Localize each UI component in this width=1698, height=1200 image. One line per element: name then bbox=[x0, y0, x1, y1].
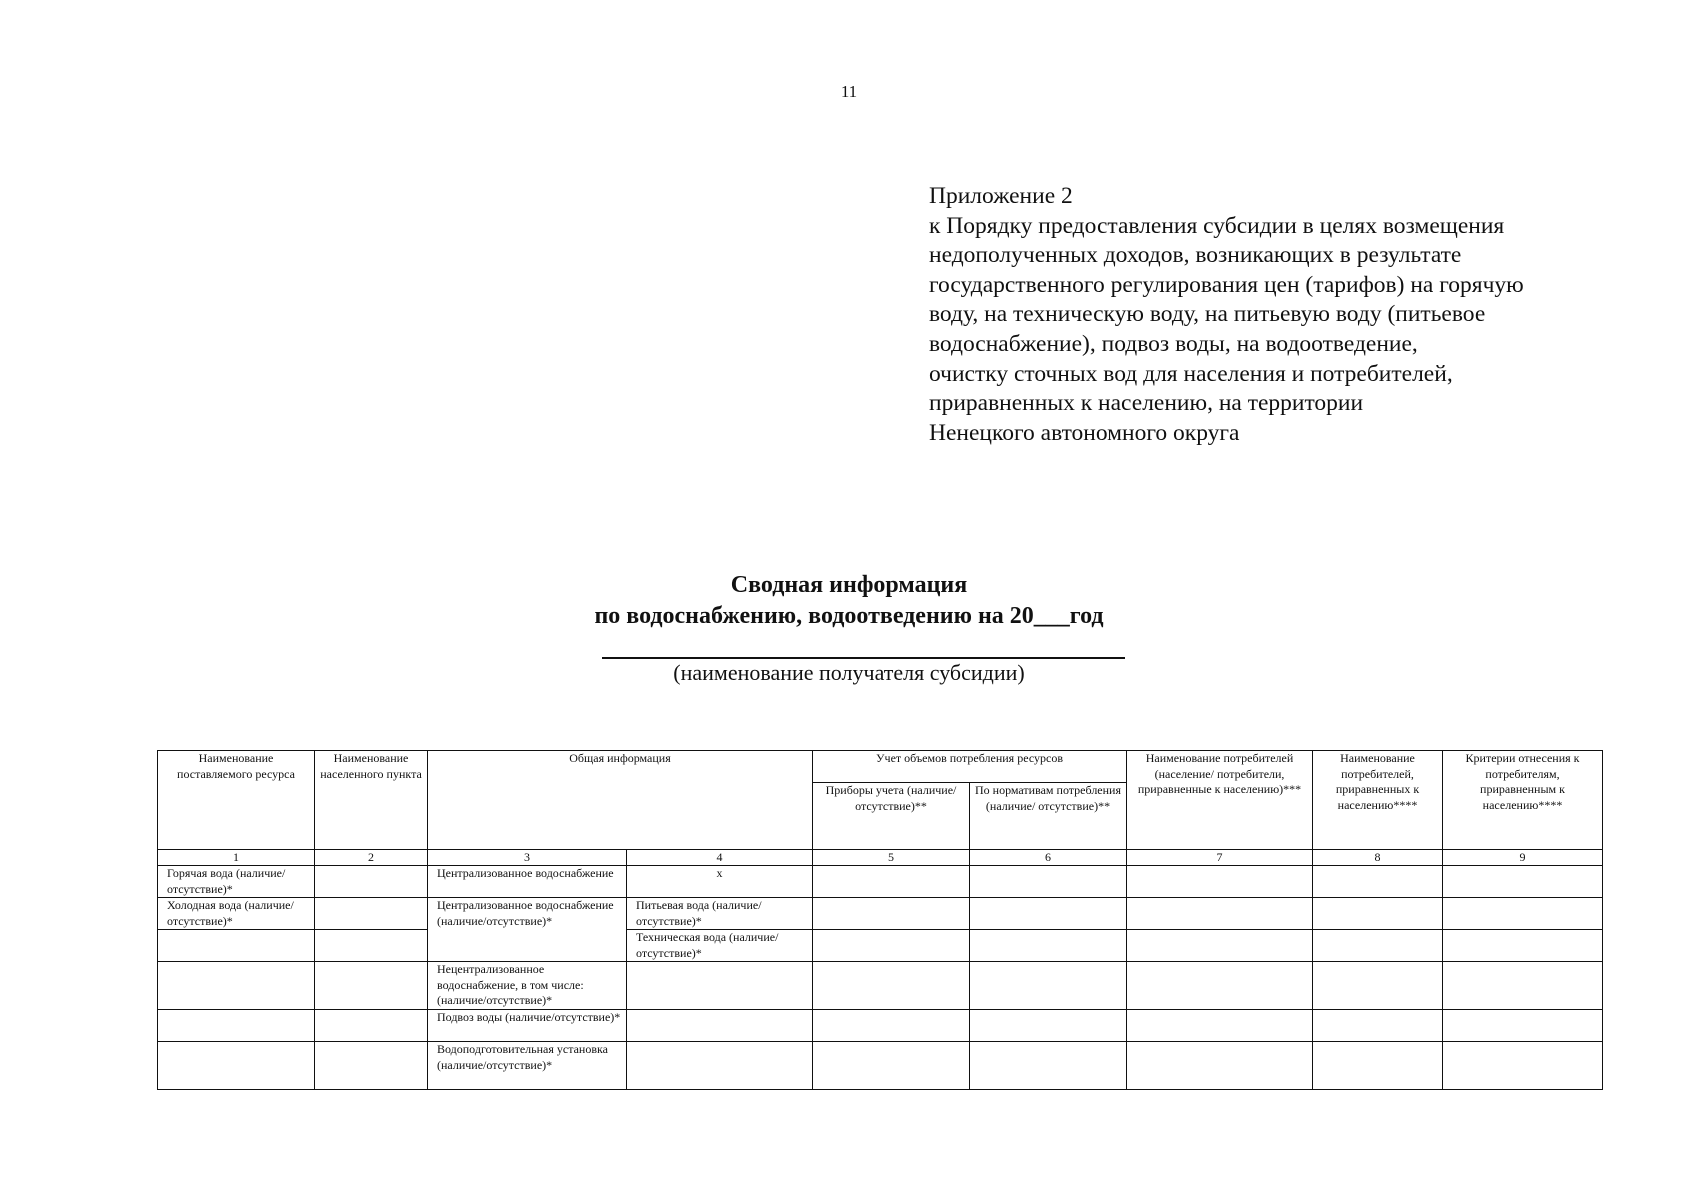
appendix-line: приравненных к населению, на территории bbox=[929, 390, 1364, 417]
empty-cell bbox=[813, 962, 970, 1010]
empty-cell bbox=[813, 1010, 970, 1042]
column-number: 4 bbox=[627, 850, 813, 866]
empty-cell bbox=[1443, 866, 1603, 898]
header-general-info: Общая информация bbox=[428, 751, 813, 850]
cell-centralized-supply-presence: Централизованное водоснабжение (наличие/отсутствие)* bbox=[428, 898, 627, 962]
empty-cell bbox=[1443, 1010, 1603, 1042]
column-number: 5 bbox=[813, 850, 970, 866]
empty-cell bbox=[1443, 962, 1603, 1010]
column-number: 3 bbox=[428, 850, 627, 866]
table-row bbox=[158, 930, 1603, 962]
appendix-line: очистку сточных вод для населения и потребителей, bbox=[929, 360, 1453, 387]
header-equated-consumers: Наименование потребителей, приравненных к населению**** bbox=[1313, 751, 1443, 850]
cell-drinking-water: Питьевая вода (наличие/отсутствие)* bbox=[627, 898, 813, 930]
column-number: 8 bbox=[1313, 850, 1443, 866]
column-number: 7 bbox=[1127, 850, 1313, 866]
empty-cell bbox=[1127, 930, 1313, 962]
empty-cell bbox=[315, 898, 428, 930]
empty-cell bbox=[1313, 898, 1443, 930]
column-number: 6 bbox=[970, 850, 1127, 866]
empty-cell bbox=[1313, 930, 1443, 962]
empty-cell bbox=[158, 1010, 315, 1042]
header-criteria: Критерии отнесения к потребителям, приравненным к населению**** bbox=[1443, 751, 1603, 850]
header-consumers: Наименование потребителей (население/ потребители, приравненные к населению)*** bbox=[1127, 751, 1313, 850]
empty-cell bbox=[1127, 866, 1313, 898]
empty-cell bbox=[1443, 898, 1603, 930]
cell-centralized-supply: Централизованное водоснабжение bbox=[428, 866, 627, 898]
appendix-line: Приложение 2 bbox=[929, 183, 1073, 209]
empty-cell bbox=[1313, 962, 1443, 1010]
header-settlement: Наименование населенного пункта bbox=[315, 751, 428, 850]
appendix-line: Ненецкого автономного округа bbox=[929, 419, 1240, 446]
empty-cell bbox=[1127, 962, 1313, 1010]
table-row bbox=[158, 1010, 1603, 1042]
empty-cell bbox=[315, 1042, 428, 1090]
empty-cell bbox=[315, 962, 428, 1010]
empty-cell bbox=[1127, 1010, 1313, 1042]
empty-cell bbox=[1127, 1042, 1313, 1090]
empty-cell bbox=[813, 898, 970, 930]
appendix-line: водоснабжение), подвоз воды, на водоотведение, bbox=[929, 330, 1418, 357]
empty-cell bbox=[813, 930, 970, 962]
empty-cell bbox=[970, 898, 1127, 930]
cell-cold-water: Холодная вода (наличие/отсутствие)* bbox=[158, 898, 315, 930]
empty-cell bbox=[970, 962, 1127, 1010]
cell-technical-water: Техническая вода (наличие/отсутствие)* bbox=[627, 930, 813, 962]
header-accounting: Учет объемов потребления ресурсов bbox=[813, 751, 1127, 783]
empty-cell bbox=[970, 1042, 1127, 1090]
empty-cell bbox=[1313, 1042, 1443, 1090]
cell-non-centralized-supply: Нецентрализованное водоснабжение, в том числе: (наличие/отсутствие)* bbox=[428, 962, 627, 1010]
empty-cell bbox=[627, 962, 813, 1010]
table-row bbox=[158, 866, 1603, 898]
cell-x-mark: х bbox=[627, 866, 813, 898]
empty-cell bbox=[158, 930, 315, 962]
empty-cell bbox=[315, 930, 428, 962]
cell-water-delivery: Подвоз воды (наличие/отсутствие)* bbox=[428, 1010, 627, 1042]
empty-cell bbox=[813, 866, 970, 898]
column-number: 2 bbox=[315, 850, 428, 866]
cell-hot-water: Горячая вода (наличие/отсутствие)* bbox=[158, 866, 315, 898]
appendix-line: к Порядку предоставления субсидии в целях возмещения bbox=[929, 212, 1505, 239]
empty-cell bbox=[158, 1042, 315, 1090]
recipient-name-line bbox=[602, 657, 1125, 659]
page-number: 11 bbox=[840, 82, 858, 101]
empty-cell bbox=[970, 930, 1127, 962]
column-number: 9 bbox=[1443, 850, 1603, 866]
column-number-row bbox=[158, 850, 1603, 866]
empty-cell bbox=[1443, 1042, 1603, 1090]
table-row bbox=[158, 962, 1603, 1010]
appendix-line: воду, на техническую воду, на питьевую воду (питьевое bbox=[929, 301, 1486, 328]
summary-table bbox=[157, 750, 1603, 1090]
empty-cell bbox=[315, 866, 428, 898]
empty-cell bbox=[315, 1010, 428, 1042]
header-norms: По нормативам потребления (наличие/ отсутствие)** bbox=[970, 783, 1127, 850]
appendix-reference bbox=[929, 182, 1649, 448]
column-number: 1 bbox=[158, 850, 315, 866]
empty-cell bbox=[1127, 898, 1313, 930]
appendix-line: недополученных доходов, возникающих в результате bbox=[929, 242, 1462, 269]
empty-cell bbox=[970, 1010, 1127, 1042]
header-meters: Приборы учета (наличие/ отсутствие)** bbox=[813, 783, 970, 850]
document-title: Сводная информация bbox=[730, 572, 968, 598]
document-subtitle: по водоснабжению, водоотведению на 20___год bbox=[594, 603, 1104, 629]
table-row bbox=[158, 898, 1603, 930]
empty-cell bbox=[158, 962, 315, 1010]
empty-cell bbox=[627, 1010, 813, 1042]
empty-cell bbox=[1443, 930, 1603, 962]
appendix-line: государственного регулирования цен (тарифов) на горячую bbox=[929, 271, 1524, 298]
recipient-caption: (наименование получателя субсидии) bbox=[673, 660, 1025, 685]
empty-cell bbox=[970, 866, 1127, 898]
header-resource: Наименование поставляемого ресурса bbox=[158, 751, 315, 850]
empty-cell bbox=[1313, 866, 1443, 898]
empty-cell bbox=[813, 1042, 970, 1090]
empty-cell bbox=[627, 1042, 813, 1090]
empty-cell bbox=[1313, 1010, 1443, 1042]
cell-water-treatment: Водоподготовительная установка (наличие/отсутствие)* bbox=[428, 1042, 627, 1090]
table-row bbox=[158, 1042, 1603, 1090]
